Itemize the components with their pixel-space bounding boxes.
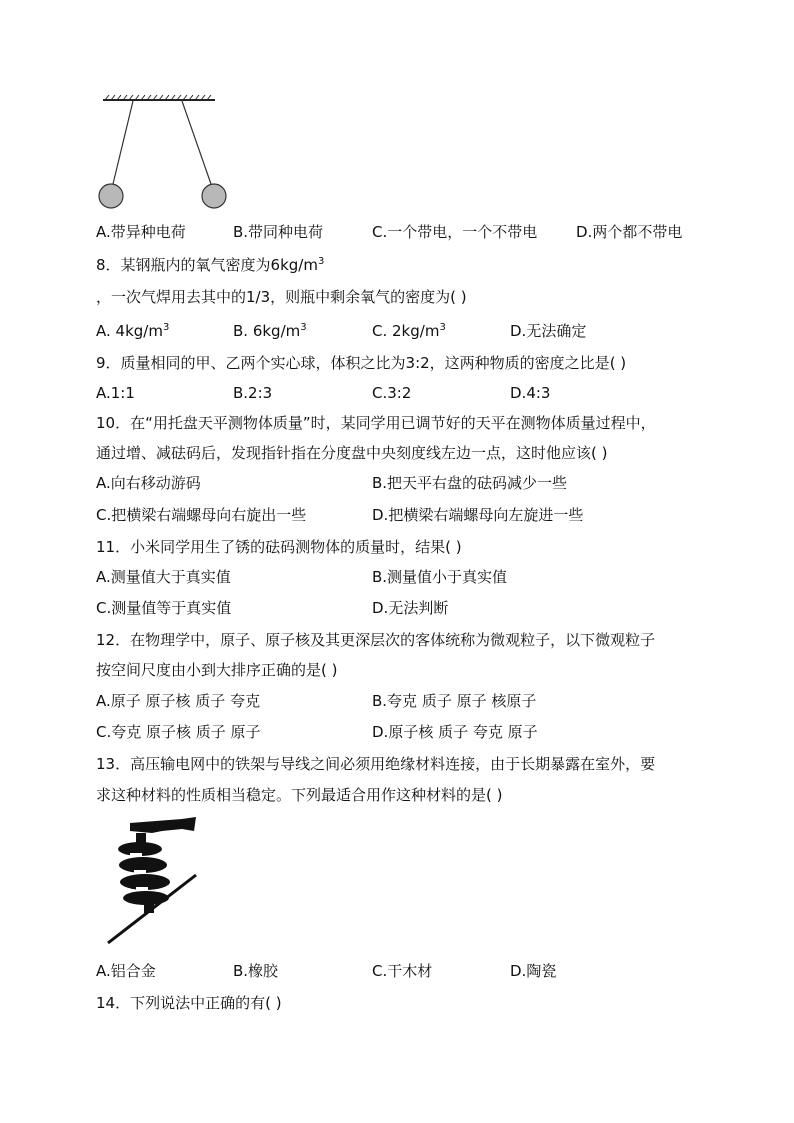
q8-stem-text: 8．某钢瓶内的氧气密度为: [96, 256, 271, 274]
left-ball: [99, 184, 123, 208]
q10-stem-line2: 通过增、减砝码后，发现指针指在分度盘中央刻度线左边一点，这时他应该( ): [96, 444, 608, 462]
q11-option-d: D.无法判断: [372, 599, 449, 617]
q9-stem: 9．质量相同的甲、乙两个实心球，体积之比为3:2，这两种物质的密度之比是( ): [96, 354, 627, 372]
q7-option-a: A.带异种电荷: [96, 223, 186, 241]
q13-option-c: C.干木材: [372, 962, 433, 980]
q8-option-b: B. $6kg/m^3$: [233, 322, 307, 340]
q10-stem-line1: 10．在“用托盘天平测物体质量”时，某同学用已调节好的天平在测物体质量过程中，: [96, 414, 656, 432]
q12-stem-line1: 12．在物理学中，原子、原子核及其更深层次的客体统称为微观粒子，以下微观粒子: [96, 631, 656, 649]
left-thread: [113, 101, 133, 184]
q11-option-c: C.测量值等于真实值: [96, 599, 232, 617]
q12-option-b: B.夸克 质子 原子 核原子: [372, 692, 537, 710]
q10-option-c: C.把横梁右端螺母向右旋出一些: [96, 506, 307, 524]
q12-stem-line2: 按空间尺度由小到大排序正确的是( ): [96, 661, 338, 679]
q8-option-a: A. $4kg/m^3$: [96, 322, 170, 340]
q7-option-d: D.两个都不带电: [576, 223, 683, 241]
q10-option-b: B.把天平右盘的砝码减少一些: [372, 474, 568, 492]
insulator-top-bar: [130, 817, 196, 833]
q8-stem-value: 6kg/m: [270, 256, 318, 274]
q9-option-a: A.1:1: [96, 384, 135, 402]
q12-option-a: A.原子 原子核 质子 夸克: [96, 692, 261, 710]
q11-stem: 11．小米同学用生了锈的砝码测物体的质量时，结果( ): [96, 538, 462, 556]
q10-option-d: D.把横梁右端螺母向左旋进一些: [372, 506, 584, 524]
q13-option-b: B.橡胶: [233, 962, 279, 980]
q9-option-c: C.3:2: [372, 384, 412, 402]
q13-stem-line2: 求这种材料的性质相当稳定。下列最适合用作这种材料的是( ): [96, 786, 503, 804]
q9-option-d: D.4:3: [510, 384, 551, 402]
q7-option-c: C.一个带电，一个不带电: [372, 223, 538, 241]
right-ball: [202, 184, 226, 208]
insulator-discs: [118, 842, 170, 905]
q7-option-b: B.带同种电荷: [233, 223, 324, 241]
q11-option-a: A.测量值大于真实值: [96, 568, 231, 586]
q13-stem-line1: 13．高压输电网中的铁架与导线之间必须用绝缘材料连接，由于长期暴露在室外，要: [96, 755, 656, 773]
q13-option-d: D.陶瓷: [510, 962, 557, 980]
q8-stem-line1: [96, 255, 324, 275]
q11-option-b: B.测量值小于真实值: [372, 568, 508, 586]
insulator-figure: [100, 815, 210, 950]
q13-option-a: A.铝合金: [96, 962, 156, 980]
q8-stem-sup: 3: [317, 256, 325, 267]
q9-option-b: B.2:3: [233, 384, 273, 402]
q14-stem: 14．下列说法中正确的有( ): [96, 994, 282, 1012]
q8-option-d: D.无法确定: [510, 322, 587, 340]
pendulum-figure: [95, 92, 235, 212]
q8-stem-line2: ，一次气焊用去其中的1/3，则瓶中剩余氧气的密度为( ): [96, 288, 467, 306]
q10-option-a: A.向右移动游码: [96, 474, 201, 492]
right-thread: [182, 101, 211, 184]
q12-option-d: D.原子核 质子 夸克 原子: [372, 723, 538, 741]
q8-option-c: C. $2kg/m^3$: [372, 322, 446, 340]
q12-option-c: C.夸克 原子核 质子 原子: [96, 723, 261, 741]
